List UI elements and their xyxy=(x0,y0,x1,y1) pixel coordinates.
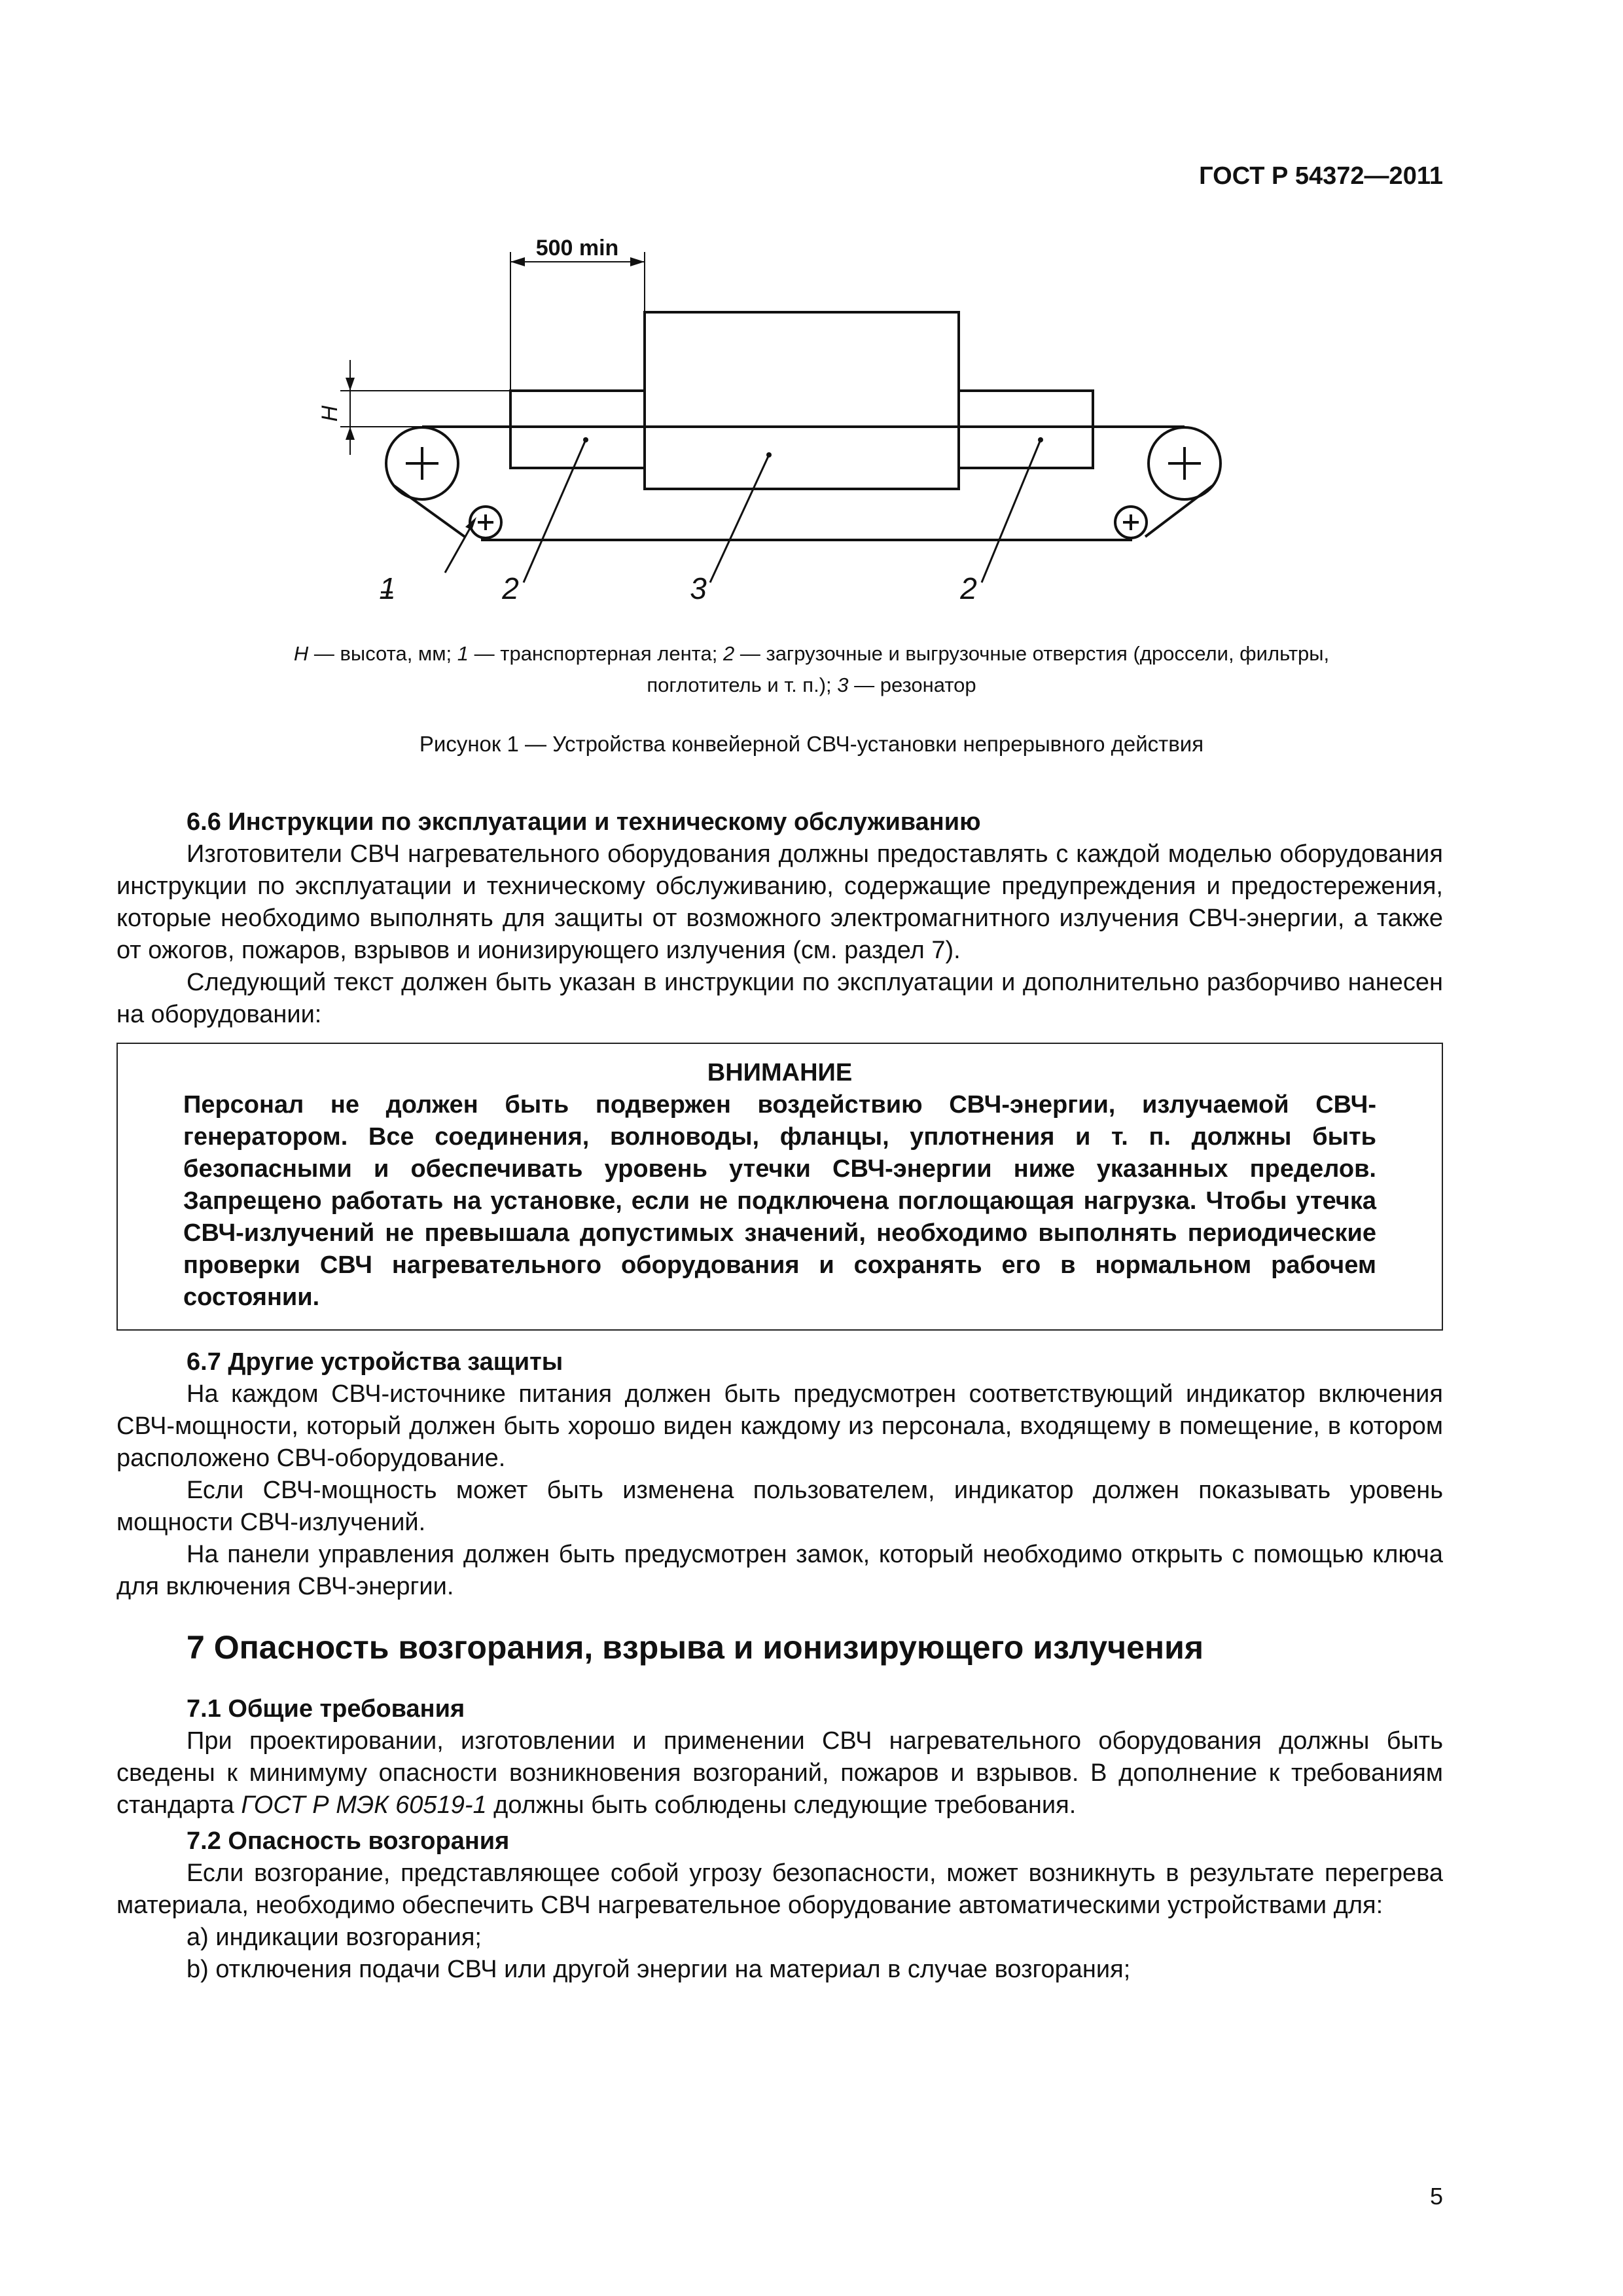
section-6-6-paragraph-1: Изготовители СВЧ нагревательного оборудования должны предоставлять с каждой моделью оборудования инструкции по эксплуатации и техническому обслуживанию, содержащие предупреждения и предостережения, которые необходимо выполнять для защиты от возможного электромагнитного излучения СВЧ-энергии, а также от ожогов, пожаров, взрывов и ионизирующего излучения (см. раздел 7). xyxy=(116,840,1443,964)
section-7-1-title: 7.1 Общие требования xyxy=(187,1695,465,1723)
page-number: 5 xyxy=(1429,2183,1443,2210)
section-7-1-paragraph: При проектировании, изготовлении и применении СВЧ нагревательного оборудования должны быть сведены к минимуму опасности возникновения возгораний, пожаров и взрывов. В дополнение к требованиям стандарта ГОСТ Р МЭК 60519-1 должны быть соблюдены следующие требования. xyxy=(116,1727,1443,1819)
list-item-b: b) отключения подачи СВЧ или другой энергии на материал в случае возгорания; xyxy=(187,1956,1131,1983)
callout-3: 3 xyxy=(690,571,707,605)
section-7-title: 7 Опасность возгорания, взрыва и ионизирующего излучения xyxy=(187,1629,1204,1666)
conveyor-figure xyxy=(288,229,1283,609)
height-label: H xyxy=(317,405,342,422)
section-7-2-title: 7.2 Опасность возгорания xyxy=(187,1827,510,1855)
section-6-7-paragraph-3: На панели управления должен быть предусмотрен замок, который необходимо открыть с помощью ключа для включения СВЧ-энергии. xyxy=(116,1541,1443,1600)
section-6-7-title: 6.7 Другие устройства защиты xyxy=(187,1348,563,1376)
list-item-a: a) индикации возгорания; xyxy=(187,1924,482,1951)
dimension-label: 500 min xyxy=(535,236,619,260)
right-load-opening xyxy=(959,391,1093,468)
callout-2-left: 2 xyxy=(502,571,519,605)
resonator xyxy=(645,312,959,489)
section-6-7-paragraph-2: Если СВЧ-мощность может быть изменена пользователем, индикатор должен показывать уровень мощности СВЧ-излучений. xyxy=(116,1477,1443,1536)
document-body xyxy=(116,806,1443,1986)
warning-box xyxy=(116,1043,1443,1331)
section-7-2-paragraph: Если возгорание, представляющее собой угрозу безопасности, может возникнуть в результате перегрева материала, необходимо обеспечить СВЧ нагревательное оборудование автоматическими устройствами для: xyxy=(116,1859,1443,1919)
section-6-6-title: 6.6 Инструкции по эксплуатации и техническому обслуживанию xyxy=(187,808,981,836)
warning-body: Персонал не должен быть подвержен воздействию СВЧ-энергии, излучаемой СВЧ-генератором. Все соединения, волноводы, фланцы, уплотнения и т. п. должны быть безопасными и обеспечивать уровень утечки СВЧ-энергии ниже указанных пределов. Запрещено работать на установке, если не подключена поглощающая нагрузка. Чтобы утечка СВЧ-излучений не превышала допустимых значений, необходимо выполнять периодические проверки СВЧ нагревательного оборудования и сохранять его в нормальном рабочем состоянии. xyxy=(183,1091,1376,1311)
document-header: ГОСТ Р 54372—2011 xyxy=(1199,162,1443,190)
section-6-6-paragraph-2: Следующий текст должен быть указан в инструкции по эксплуатации и дополнительно разборчиво нанесен на оборудовании: xyxy=(116,969,1443,1028)
section-6-7-paragraph-1: На каждом СВЧ-источнике питания должен быть предусмотрен соответствующий индикатор включения СВЧ-мощности, который должен быть хорошо виден каждому из персонала, входящему в помещение, в котором расположено СВЧ-оборудование. xyxy=(116,1380,1443,1472)
callout-2-right: 2 xyxy=(960,571,977,605)
warning-title: ВНИМАНИЕ xyxy=(707,1059,853,1086)
figure-legend: H — высота, мм; 1 — транспортерная лента; 2 — загрузочные и выгрузочные отверстия (дроссели, фильтры, поглотитель и т. п.); 3 — резонатор xyxy=(293,642,1330,696)
callout-1: 1 xyxy=(379,571,396,605)
figure-caption: Рисунок 1 — Устройства конвейерной СВЧ-установки непрерывного действия xyxy=(419,732,1204,756)
